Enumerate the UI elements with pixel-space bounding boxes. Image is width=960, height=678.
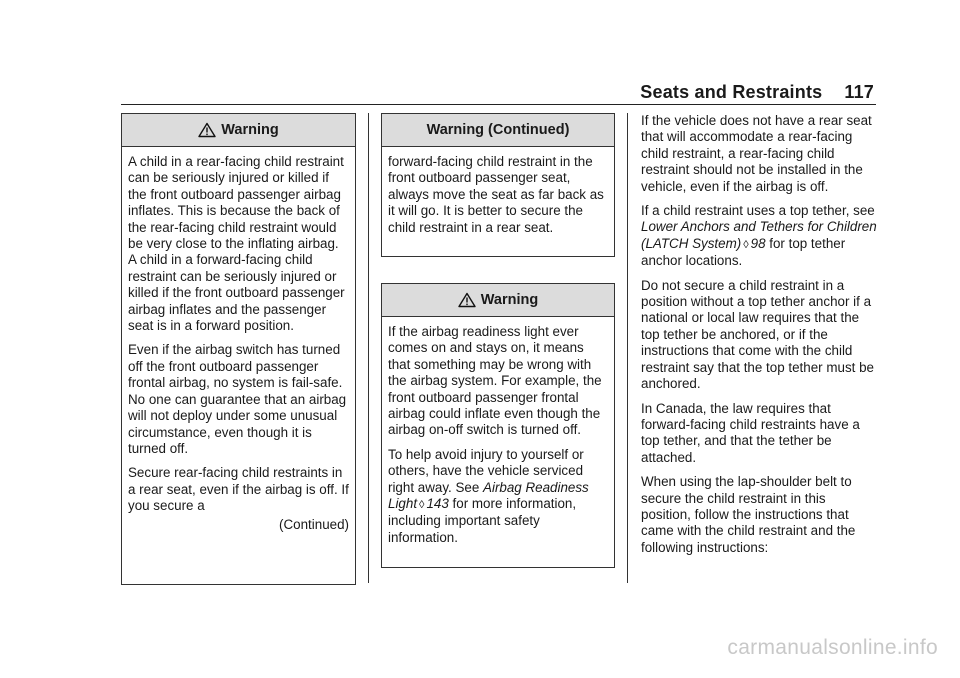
warning-paragraph: A child in a rear-facing child restraint can be seriously injured or killed if the front outboard passenger airbag inflates. This is because the back of the rear-facing child restraint would be very close to the inflating airbag. A child in a forward-facing child restraint can be seriously injured or killed if the front outboard passenger airbag inflates and the passenger seat is in a forward position.: [128, 154, 345, 334]
warning-paragraph: Secure rear-facing child restraints in a rear seat, even if the airbag is off. If you secure a: [128, 465, 349, 514]
page-header: [640, 82, 874, 103]
header-rule: [121, 104, 876, 105]
warning-box-2: [381, 283, 615, 568]
warning-box-1: [121, 113, 356, 585]
paragraph-text: If a child restraint uses a top tether, see: [641, 203, 875, 219]
paragraph-text: To help avoid injury to yourself or others, have the vehicle serviced right away. See: [388, 446, 584, 495]
body-paragraph: [641, 203, 879, 270]
continued-label: (Continued): [279, 516, 349, 532]
body-paragraph: If the vehicle does not have a rear seat that will accommodate a rear-facing child restraint, a rear-facing child restraint should not be installed in the vehicle, even if the airbag is off.: [641, 113, 872, 194]
watermark: carmanualsonline.info: [727, 636, 938, 659]
warning-triangle-icon: [198, 122, 216, 138]
warning-paragraph: If the airbag readiness light ever comes on and stays on, it means that something may be wrong with the airbag system. For example, the front outboard passenger frontal airbag could inflate even though the airbag on-off switch is turned off.: [388, 324, 602, 438]
warning-box-body: [382, 147, 614, 242]
warning-title: Warning: [480, 292, 539, 308]
body-paragraph: When using the lap-shoulder belt to secure the child restraint in this position, follow the instructions that came with the child restraint and the following instructions:: [641, 474, 856, 555]
warning-paragraph: forward-facing child restraint in the front outboard passenger seat, always move the seat as far back as it will go. It is better to secure the child restraint in a rear seat.: [388, 154, 604, 235]
warning-triangle-icon: [458, 292, 476, 308]
warning-paragraph: [388, 447, 608, 546]
body-text-column: [641, 113, 879, 564]
page-reference-number[interactable]: 98: [750, 235, 766, 251]
column-divider-2: [627, 113, 628, 583]
warning-box-body: [382, 317, 614, 552]
page-reference-icon: ◊: [419, 499, 425, 512]
warning-box-header: [382, 284, 614, 317]
warning-title: Warning: [221, 122, 279, 138]
warning-box-header: [382, 114, 614, 147]
cross-reference-link[interactable]: Airbag Readiness Light: [388, 479, 589, 512]
page-number: 117: [844, 82, 874, 102]
section-title: Seats and Restraints: [640, 82, 823, 102]
page-reference-number[interactable]: 143: [426, 496, 449, 512]
body-paragraph: Do not secure a child restraint in a position without a top tether anchor if a national or local law requires that the top tether be anchored, or if the instructions that come with the child restraint say that the top tether must be anchored.: [641, 277, 874, 392]
paragraph-text: for top tether anchor locations.: [641, 235, 846, 269]
warning-title: Warning (Continued): [426, 122, 570, 138]
warning-continued-box: [381, 113, 615, 257]
warning-paragraph: Even if the airbag switch has turned off the front outboard passenger frontal airbag, no system is fail-safe. No one can guarantee that an airbag will not deploy under some unusual circumstance, even though it is turned off.: [128, 342, 347, 456]
cross-reference-link[interactable]: Lower Anchors and Tethers for Children (LATCH System): [641, 219, 877, 251]
paragraph-text: for more information, including important safety information.: [388, 496, 577, 545]
warning-box-body: [122, 147, 355, 539]
page-reference-icon: ◊: [743, 238, 749, 251]
warning-box-header: [122, 114, 355, 147]
body-paragraph: In Canada, the law requires that forward-facing child restraints have a top tether, and that the tether be attached.: [641, 400, 860, 465]
column-divider-1: [368, 113, 369, 583]
